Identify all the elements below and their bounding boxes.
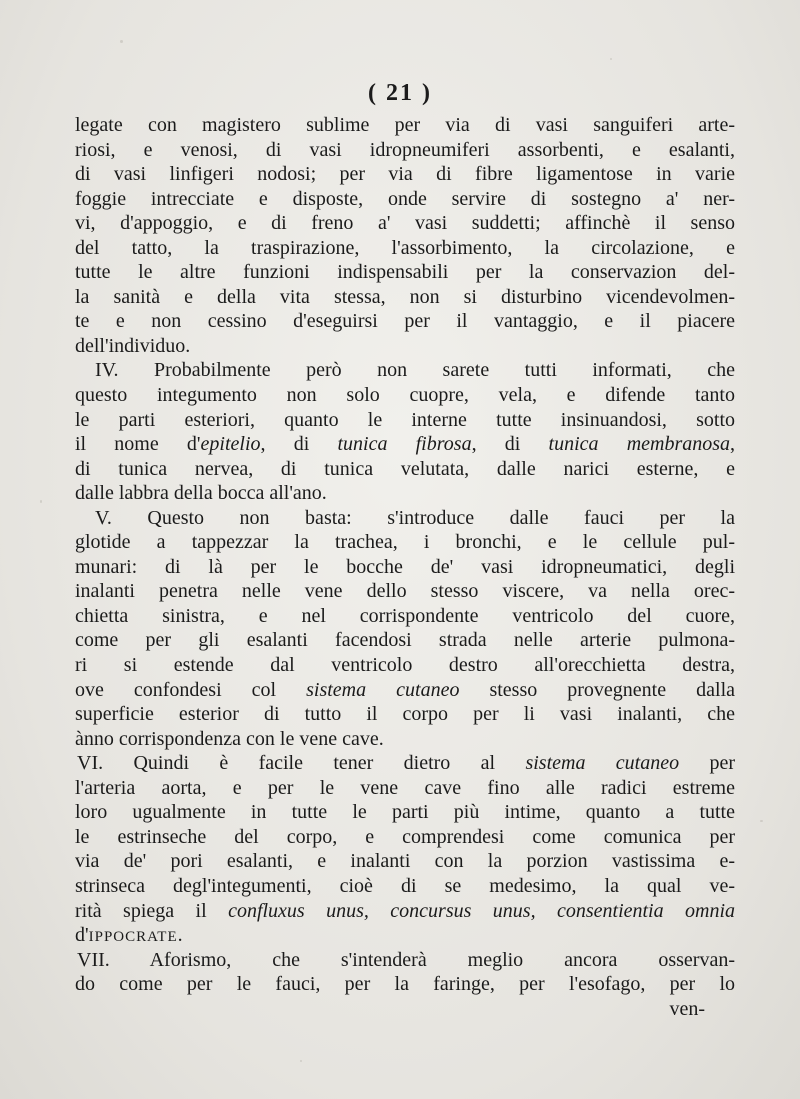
paper-speck: [760, 820, 763, 822]
text-line: inalanti penetra nelle vene dello stesso viscere, va nella orec-: [75, 580, 735, 603]
text-line: la sanità e della vita stessa, non si disturbino vicendevolmen-: [75, 285, 735, 308]
text-line-mixed: [75, 678, 735, 703]
text-segment: ,: [730, 433, 736, 456]
italic-term: epitelio: [200, 433, 261, 456]
text-line: legate con magistero sublime per via di vasi sanguiferi arte-: [75, 114, 735, 136]
text-line: ànno corrispondenza con le vene cave.: [75, 727, 384, 750]
text-line: l'arteria aorta, e per le vene cave fino alle radici estreme: [75, 776, 735, 799]
text-segment: il nome d': [75, 433, 201, 456]
text-line: dell'individuo.: [75, 334, 191, 357]
text-segment: stesso provegnente dalla: [459, 678, 735, 701]
text-line: ri si estende dal ventricolo destro all'orecchietta destra,: [75, 654, 735, 677]
text-line: come per gli esalanti facendosi strada nelle arterie pulmona-: [75, 629, 735, 652]
italic-term: sistema cutaneo: [525, 752, 680, 775]
paper-speck: [300, 1060, 302, 1062]
paragraph-vi-start: [75, 751, 735, 776]
text-line: glotide a tappezzar la trachea, i bronchi, e le cellule pul-: [75, 531, 735, 554]
text-line: di tunica nervea, di tunica velutata, dalle narici esterne, e: [75, 457, 735, 480]
catchword: ven-: [669, 997, 705, 1020]
text-segment: d': [75, 924, 89, 947]
text-segment: per: [679, 752, 736, 775]
paper-speck: [120, 40, 123, 43]
text-line: chietta sinistra, e nel corrispondente ventricolo del cuore,: [75, 604, 735, 627]
paragraph-vii-start: VII. Aforismo, che s'intenderà meglio ancora osservan-: [77, 948, 735, 971]
paragraph-v-start: V. Questo non basta: s'introduce dalle fauci per la: [95, 506, 735, 529]
text-line: strinseca degl'integumenti, cioè di se medesimo, la qual ve-: [75, 874, 735, 897]
italic-term: sistema cutaneo: [306, 678, 460, 701]
text-segment: ove confondesi col: [75, 678, 277, 701]
text-segment: , di: [471, 433, 549, 456]
text-line-mixed: [75, 899, 735, 924]
italic-term: tunica fibrosa: [337, 433, 472, 456]
paper-speck: [610, 58, 612, 60]
italic-quote: confluxus unus, concursus unus, consentientia omnia: [228, 899, 736, 922]
text-line: munari: di là per le bocche de' vasi idropneumatici, degli: [75, 555, 735, 578]
text-segment: rità spiega il: [75, 899, 207, 922]
text-line-mixed: [75, 923, 735, 948]
page-number: ( 21 ): [368, 80, 432, 106]
text-segment: VI. Quindi è facile tener dietro al: [77, 752, 496, 775]
author-name: IPPOCRATE: [88, 929, 178, 946]
text-line: questo integumento non solo cuopre, vela, e difende tanto: [75, 384, 735, 407]
text-line: le parti esteriori, quanto le interne tutte insinuandosi, sotto: [75, 408, 735, 431]
paragraph-iv-start: IV. Probabilmente però non sarete tutti informati, che: [95, 359, 735, 382]
text-line: do come per le fauci, per la faringe, per l'esofago, per lo: [75, 973, 735, 996]
text-line: tutte le altre funzioni indispensabili per la conservazion del-: [75, 261, 735, 284]
paper-speck: [40, 500, 42, 503]
text-line: dalle labbra della bocca all'ano.: [75, 482, 327, 505]
text-segment: , di: [260, 433, 338, 456]
text-line: del tatto, la traspirazione, l'assorbimento, la circolazione, e: [75, 236, 735, 259]
text-line: foggie intrecciate e disposte, onde servire di sostegno a' ner-: [75, 187, 735, 210]
text-line: via de' pori esalanti, e inalanti con la porzion vastissima e-: [75, 850, 735, 873]
text-line: vi, d'appoggio, e di freno a' vasi suddetti; affinchè il senso: [75, 212, 735, 235]
text-line: superficie esterior di tutto il corpo per li vasi inalanti, che: [75, 703, 735, 726]
text-line-mixed: [75, 432, 735, 457]
text-line: le estrinseche del corpo, e comprendesi come comunica per: [75, 825, 735, 848]
text-line: di vasi linfigeri nodosi; per via di fibre ligamentose in varie: [75, 163, 735, 186]
text-line: te e non cessino d'eseguirsi per il vantaggio, e il piacere: [75, 310, 735, 333]
text-segment: .: [177, 924, 183, 947]
italic-term: tunica membranosa: [548, 433, 731, 456]
body-text: [75, 113, 735, 1021]
text-line: loro ugualmente in tutte le parti più intime, quanto a tutte: [75, 801, 735, 824]
text-line: riosi, e venosi, di vasi idropneumiferi assorbenti, e esalanti,: [75, 138, 735, 161]
